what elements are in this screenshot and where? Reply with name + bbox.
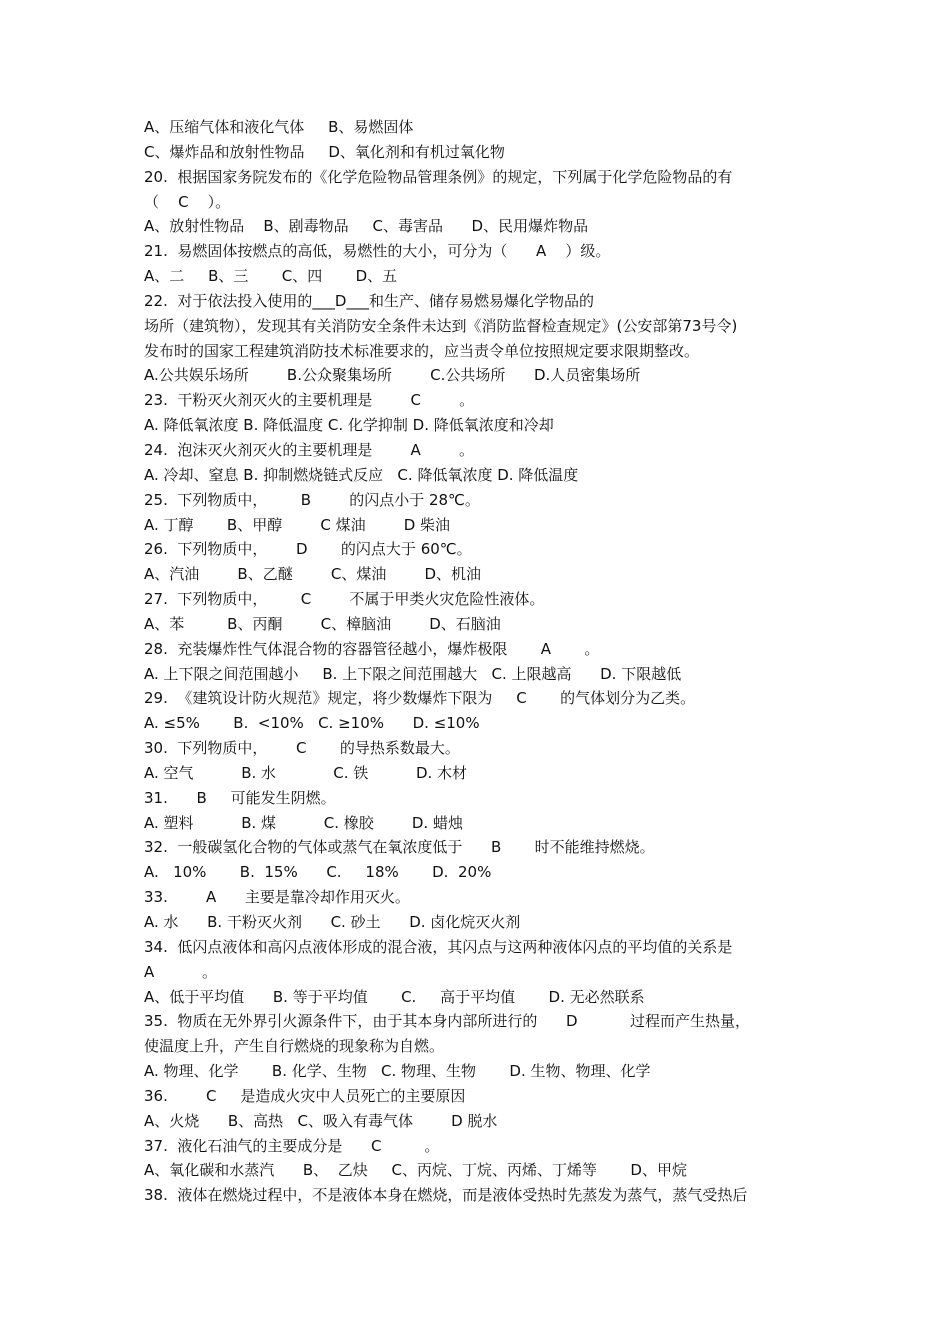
text-line: 20. 根据国家务院发布的《化学危险物品管理条例》的规定，下列属于化学危险物品的有 bbox=[144, 167, 733, 186]
text-line: 35. 物质在无外界引火源条件下，由于其本身内部所进行的 D 过程而产生热量， bbox=[144, 1012, 751, 1031]
text-line: 发布时的国家工程建筑消防技术标准要求的，应当责令单位按照规定要求限期整改。 bbox=[144, 341, 700, 360]
text-line: 26. 下列物质中， D 的闪点大于 60℃。 bbox=[144, 540, 472, 559]
text-line: 使温度上升，产生自行燃烧的现象称为自燃。 bbox=[144, 1037, 445, 1056]
text-line: 28. 充装爆炸性气体混合物的容器管径越小，爆炸极限 A 。 bbox=[144, 639, 600, 658]
text-line: A、火烧 B、高热 C、吸入有毒气体 D 脱水 bbox=[144, 1111, 498, 1130]
text-line: 27. 下列物质中， C 不属于甲类火灾危险性液体。 bbox=[144, 590, 545, 609]
text-line: A、汽油 B、乙醚 C、煤油 D、机油 bbox=[144, 565, 482, 584]
text-line: A. ≤5% B. <10% C. ≥10% D. ≤10% bbox=[144, 714, 480, 733]
text-line: A. 降低氧浓度 B. 降低温度 C. 化学抑制 D. 降低氧浓度和冷却 bbox=[144, 416, 554, 435]
text-line: 31. B 可能发生阴燃。 bbox=[144, 788, 336, 807]
text-line: A. 物理、化学 B. 化学、生物 C. 物理、生物 D. 生物、物理、化学 bbox=[144, 1062, 651, 1081]
text-line: A. 水 B. 干粉灭火剂 C. 砂土 D. 卤化烷灭火剂 bbox=[144, 913, 521, 931]
text-line: 25. 下列物质中， B 的闪点小于 28℃。 bbox=[144, 490, 480, 509]
text-line: 29. 《建筑设计防火规范》规定，将少数爆炸下限为 C 的气体划分为乙类。 bbox=[144, 689, 696, 708]
text-line: 21. 易燃固体按燃点的高低，易燃性的大小，可分为（ A ）级。 bbox=[144, 242, 611, 261]
text-line: A、二 B、三 C、四 D、五 bbox=[144, 267, 398, 286]
text-line: 36. C 是造成火灾中人员死亡的主要原因 bbox=[144, 1086, 466, 1105]
text-line: A、放射性物品 B、剧毒物品 C、毒害品 D、民用爆炸物品 bbox=[144, 217, 589, 236]
text-line: A 。 bbox=[144, 962, 217, 981]
text-line: A、苯 B、丙酮 C、樟脑油 D、石脑油 bbox=[144, 614, 501, 633]
text-line: 38. 液体在燃烧过程中，不是液体本身在燃烧，而是液体受热时先蒸发为蒸气，蒸气受热后 bbox=[144, 1186, 748, 1205]
document-page bbox=[144, 115, 814, 1208]
text-line: A. 丁醇 B、甲醇 C 煤油 D 柴油 bbox=[144, 515, 451, 534]
text-line: 30. 下列物质中， C 的导热系数最大。 bbox=[144, 739, 460, 758]
text-line: （ C ）。 bbox=[144, 192, 231, 211]
text-line: 23. 干粉灭火剂灭火的主要机理是 C 。 bbox=[144, 391, 475, 410]
text-line: 24. 泡沫灭火剂灭火的主要机理是 A 。 bbox=[144, 440, 474, 459]
text-line: C、爆炸品和放射性物品 D、氧化剂和有机过氧化物 bbox=[144, 142, 505, 161]
text-line: 32. 一般碳氢化合物的气体或蒸气在氧浓度低于 B 时不能维持燃烧。 bbox=[144, 838, 655, 857]
text-line: A. 塑料 B. 煤 C. 橡胶 D. 蜡烛 bbox=[144, 813, 463, 832]
text-line: A、低于平均值 B. 等于平均值 C. 高于平均值 D. 无必然联系 bbox=[144, 987, 645, 1006]
text-line: A. 10% B. 15% C. 18% D. 20% bbox=[144, 863, 492, 882]
text-line: 场所（建筑物），发现其有关消防安全条件未达到《消防监督检查规定》(公安部第73号令) bbox=[144, 316, 738, 335]
text-line: A、氧化碳和水蒸汽 B、 乙炔 C、丙烷、丁烷、丙烯、丁烯等 D、甲烷 bbox=[144, 1161, 687, 1180]
text-line: A. 上下限之间范围越小 B. 上下限之间范围越大 C. 上限越高 D. 下限越低 bbox=[144, 664, 682, 683]
text-line: 22. 对于依法投入使用的___D___和生产、储存易燃易爆化学物品的 bbox=[144, 291, 594, 310]
text-line: A. 空气 B. 水 C. 铁 D. 木材 bbox=[144, 763, 468, 782]
text-line: A.公共娱乐场所 B.公众聚集场所 C.公共场所 D.人员密集场所 bbox=[144, 366, 641, 385]
text-line: A、压缩气体和液化气体 B、易燃固体 bbox=[144, 118, 414, 136]
text-line: 33. A 主要是靠冷却作用灭火。 bbox=[144, 888, 410, 907]
text-line: A. 冷却、窒息 B. 抑制燃烧链式反应 C. 降低氧浓度 D. 降低温度 bbox=[144, 465, 579, 484]
text-line: 37. 液化石油气的主要成分是 C 。 bbox=[144, 1136, 440, 1155]
text-line: 34. 低闪点液体和高闪点液体形成的混合液，其闪点与这两种液体闪点的平均值的关系是 bbox=[144, 937, 733, 956]
